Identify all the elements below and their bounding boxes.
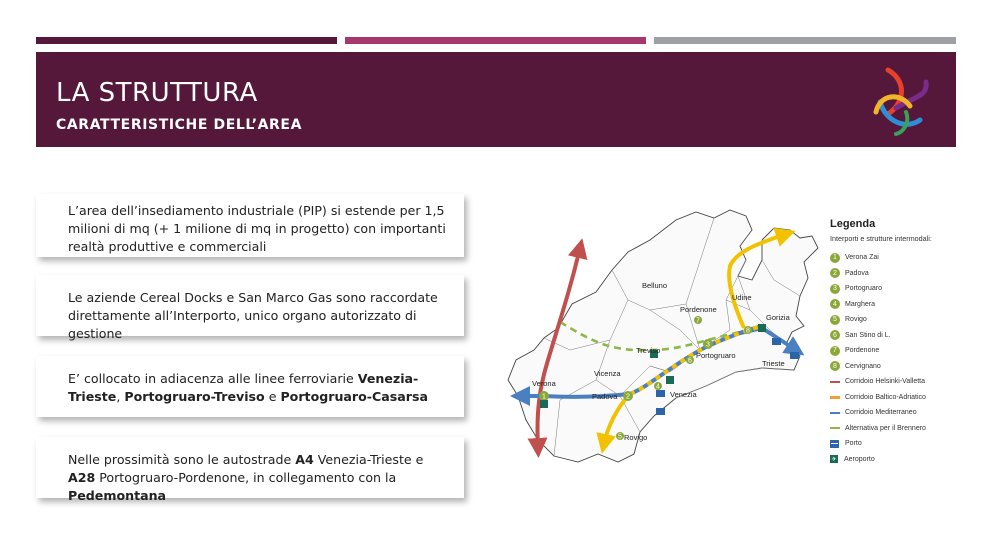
card-text-run: A28 xyxy=(68,470,96,485)
city-portogruaro: Portogruaro xyxy=(696,351,736,360)
card-text-run: Venezia-Trieste xyxy=(68,371,419,404)
svg-text:6: 6 xyxy=(688,357,692,365)
svg-text:1: 1 xyxy=(542,393,546,401)
top-bar-1 xyxy=(36,37,337,44)
card-text-run: Nelle prossimità sono le autostrade xyxy=(68,452,296,467)
legend-item-interporto: 1 Verona Zai xyxy=(830,250,960,266)
city-udine: Udine xyxy=(732,293,752,302)
card-text-run: , xyxy=(116,389,125,404)
city-venezia: Venezia xyxy=(670,390,697,399)
info-card-ferrovie-text xyxy=(68,370,450,406)
legend-item-interporto: 2 Padova xyxy=(830,266,960,282)
legend-item-interporto: 6 San Stino di L. xyxy=(830,328,960,344)
card-text-run: Portogruaro-Casarsa xyxy=(280,389,428,404)
card-text-run: Pedemontana xyxy=(68,488,167,503)
city-belluno: Belluno xyxy=(642,281,668,290)
legend-item-porto: Porto xyxy=(830,436,960,452)
legend-item-baltico: Corridoio Baltico-Adriatico xyxy=(830,390,960,406)
card-text-run: E’ collocato in adiacenza alle linee ferroviarie xyxy=(68,371,358,386)
legend-subtitle: Interporti e strutture intermodali: xyxy=(830,234,932,243)
city-trieste: Trieste xyxy=(762,359,785,368)
top-bar-2 xyxy=(345,37,646,44)
info-card-autostrade xyxy=(36,437,464,503)
legend-title: Legenda xyxy=(830,218,876,230)
legend-item-helsinki: Corridoio Helsinki-Valletta xyxy=(830,374,960,390)
legend-item-interporto: 3 Portogruaro xyxy=(830,281,960,297)
svg-text:3: 3 xyxy=(706,341,710,349)
info-card-aziende xyxy=(36,275,464,341)
card-text-run: e xyxy=(264,389,281,404)
card-text-run: Le aziende Cereal Docks e San Marco Gas sono raccordate direttamente all’Interporto, unico organo autorizzato di gestione xyxy=(68,290,438,341)
legend-item-interporto: 8 Cervignano xyxy=(830,359,960,375)
city-vicenza: Vicenza xyxy=(594,369,621,378)
svg-text:4: 4 xyxy=(656,383,660,391)
card-text-run: L’area dell’insediamento industriale (PIP) si estende per 1,5 milioni di mq (+ 1 milione di mq in progetto) con importanti realtà produttive e commerciali xyxy=(68,203,446,254)
legend-interporti xyxy=(830,250,960,374)
page-title: LA STRUTTURA xyxy=(56,78,258,108)
svg-text:8: 8 xyxy=(746,327,750,335)
city-treviso: Treviso xyxy=(636,346,661,355)
city-rovigo: Rovigo xyxy=(624,433,648,442)
city-padova: Padova xyxy=(592,392,618,401)
card-text-run: Venezia-Trieste e xyxy=(313,452,424,467)
info-card-area-text xyxy=(68,202,450,256)
legend-item-brennero: Alternativa per il Brennero xyxy=(830,421,960,437)
legend-item-mediterraneo: Corridoio Mediterraneo xyxy=(830,405,960,421)
legend-item-interporto: 4 Marghera xyxy=(830,297,960,313)
card-text-run: Portogruaro-Treviso xyxy=(124,389,265,404)
svg-text:2: 2 xyxy=(626,393,630,401)
city-verona: Verona xyxy=(532,379,556,388)
header-banner xyxy=(36,52,956,147)
city-pordenone: Pordenone xyxy=(680,305,717,314)
page-subtitle: CARATTERISTICHE DELL’AREA xyxy=(56,117,303,133)
airplane-icon: ✈ xyxy=(831,456,837,463)
legend-item-aeroporto: ✈ Aeroporto xyxy=(831,455,875,463)
info-card-ferrovie xyxy=(36,356,464,417)
logo-icon xyxy=(866,62,936,138)
svg-text:7: 7 xyxy=(696,317,700,325)
top-bar-3 xyxy=(654,37,956,44)
legend-item-interporto: 5 Rovigo xyxy=(830,312,960,328)
city-gorizia: Gorizia xyxy=(766,313,790,322)
info-card-aziende-text xyxy=(68,289,450,343)
port-icon xyxy=(830,440,839,448)
map-legend xyxy=(830,218,960,467)
legend-item-interporto: 7 Pordenone xyxy=(830,343,960,359)
card-text-run: Portogruaro-Pordenone, in collegamento con la xyxy=(95,470,397,485)
info-card-autostrade-text xyxy=(68,451,450,505)
svg-text:5: 5 xyxy=(618,433,622,441)
card-text-run: A4 xyxy=(295,452,314,467)
info-card-area xyxy=(36,194,464,257)
